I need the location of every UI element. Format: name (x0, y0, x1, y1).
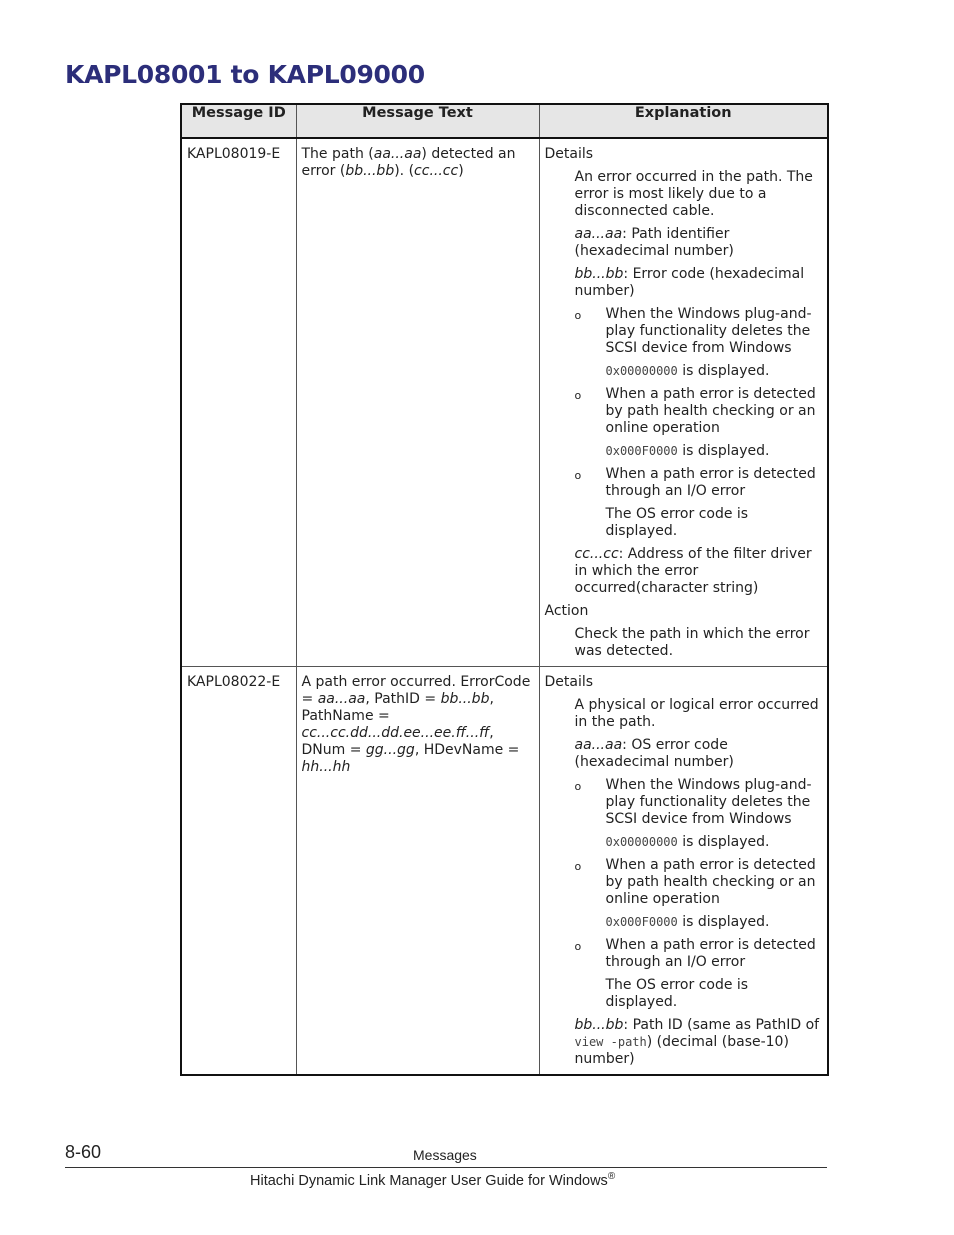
variable-description (575, 226, 823, 260)
variable-description (575, 737, 823, 771)
message-text-cell (296, 138, 539, 667)
text-part: ). ( (394, 163, 415, 179)
variable: bb...bb (574, 1017, 624, 1033)
bullet-circle-icon: o (574, 780, 582, 793)
bullet-circle-icon: o (574, 309, 582, 322)
bullet-item (574, 306, 823, 357)
text-part: ) (458, 163, 464, 179)
variable: aa...aa (317, 691, 366, 707)
variable-description (575, 1017, 823, 1068)
text-part: ) detected an error ( (301, 146, 516, 179)
bullet-text: When a path error is detected through an I/O error (605, 937, 816, 970)
message-text-cell (296, 667, 539, 1076)
variable-desc-text: : Error code (hexadecimal number) (574, 266, 805, 299)
text-part: , PathID = (365, 691, 441, 707)
bullet-sub-text (606, 834, 823, 851)
variable: bb...bb (574, 266, 624, 282)
variable-desc-text: ) (decimal (base-10) number) (574, 1034, 789, 1067)
bullet-sub-text (606, 443, 823, 460)
error-code: 0x000F0000 (605, 915, 678, 929)
bullet-sub-text: The OS error code is displayed. (605, 506, 749, 539)
variable-desc-text: : Path identifier (hexadecimal number) (574, 226, 734, 259)
text-part: , DNum = (301, 725, 494, 758)
command-text: view -path (574, 1035, 647, 1049)
message-id-cell: KAPL08022-E (181, 667, 296, 1076)
header-message-id: Message ID (181, 104, 296, 138)
error-code: 0x00000000 (605, 364, 678, 378)
text-part: The path ( (301, 146, 374, 162)
bullet-item (574, 777, 823, 828)
bullet-sub-text (606, 914, 823, 931)
error-code: 0x00000000 (605, 835, 678, 849)
details-summary: An error occurred in the path. The error is most likely due to a disconnected cable. (574, 169, 813, 219)
bullet-sub-text (606, 363, 823, 380)
bullet-circle-icon: o (574, 469, 582, 482)
section-name: Messages (413, 1147, 477, 1163)
variable-desc-text: : OS error code (hexadecimal number) (574, 737, 734, 770)
page-title: KAPL08001 to KAPL09000 (65, 60, 425, 89)
bullet-item (574, 466, 823, 500)
bullet-text: When a path error is detected by path health checking or an online operation (605, 386, 816, 436)
text-part: , HDevName = (414, 742, 520, 758)
bullet-circle-icon: o (574, 389, 582, 402)
table-row (181, 138, 828, 667)
variable: aa...aa (373, 146, 422, 162)
book-title (250, 1171, 615, 1189)
error-code: 0x000F0000 (605, 444, 678, 458)
text-part: , PathName = (301, 691, 494, 724)
registered-mark: ® (607, 1171, 616, 1182)
action-label: Action (544, 603, 589, 619)
message-table (180, 103, 829, 1076)
bullet-item (574, 937, 823, 971)
bullet-circle-icon: o (574, 860, 582, 873)
bullet-text: When the Windows plug-and-play functionality deletes the SCSI device from Windows (605, 306, 812, 356)
details-summary: A physical or logical error occurred in the path. (574, 697, 819, 730)
variable-desc-text: : Path ID (same as PathID of (623, 1017, 820, 1033)
bullet-text: When a path error is detected by path health checking or an online operation (605, 857, 816, 907)
table-row (181, 667, 828, 1076)
variable: cc...cc.dd...dd.ee...ee.ff...ff (301, 725, 490, 741)
explanation-cell (539, 138, 828, 667)
details-label: Details (544, 146, 594, 162)
bullet-sub-text: The OS error code is displayed. (605, 977, 749, 1010)
bullet-circle-icon: o (574, 940, 582, 953)
variable-description (575, 266, 823, 300)
code-suffix: is displayed. (677, 914, 770, 930)
page-number: 8-60 (65, 1142, 102, 1162)
message-id-cell: KAPL08019-E (181, 138, 296, 667)
code-suffix: is displayed. (677, 834, 770, 850)
header-explanation: Explanation (539, 104, 828, 138)
table-header-row (181, 104, 828, 138)
details-label: Details (544, 674, 594, 690)
variable-description (575, 546, 823, 597)
variable: cc...cc (574, 546, 619, 562)
bullet-item (574, 857, 823, 908)
header-message-text: Message Text (296, 104, 539, 138)
bullet-text: When the Windows plug-and-play functionality deletes the SCSI device from Windows (605, 777, 812, 827)
explanation-cell (539, 667, 828, 1076)
variable: aa...aa (574, 737, 623, 753)
code-suffix: is displayed. (677, 443, 770, 459)
code-suffix: is displayed. (677, 363, 770, 379)
variable-desc-text: : Address of the filter driver in which the error occurred(character string) (574, 546, 812, 596)
variable: cc...cc (414, 163, 459, 179)
variable: bb...bb (345, 163, 395, 179)
variable: bb...bb (440, 691, 490, 707)
bullet-text: When a path error is detected through an I/O error (605, 466, 816, 499)
footer-divider (65, 1167, 827, 1168)
bullet-item (574, 386, 823, 437)
variable: aa...aa (574, 226, 623, 242)
book-title-text: Hitachi Dynamic Link Manager User Guide for Windows (250, 1172, 608, 1189)
variable: hh...hh (301, 759, 351, 775)
action-text: Check the path in which the error was detected. (574, 626, 810, 659)
variable: gg...gg (365, 742, 415, 758)
text-part: A path error occurred. ErrorCode = (301, 674, 531, 707)
